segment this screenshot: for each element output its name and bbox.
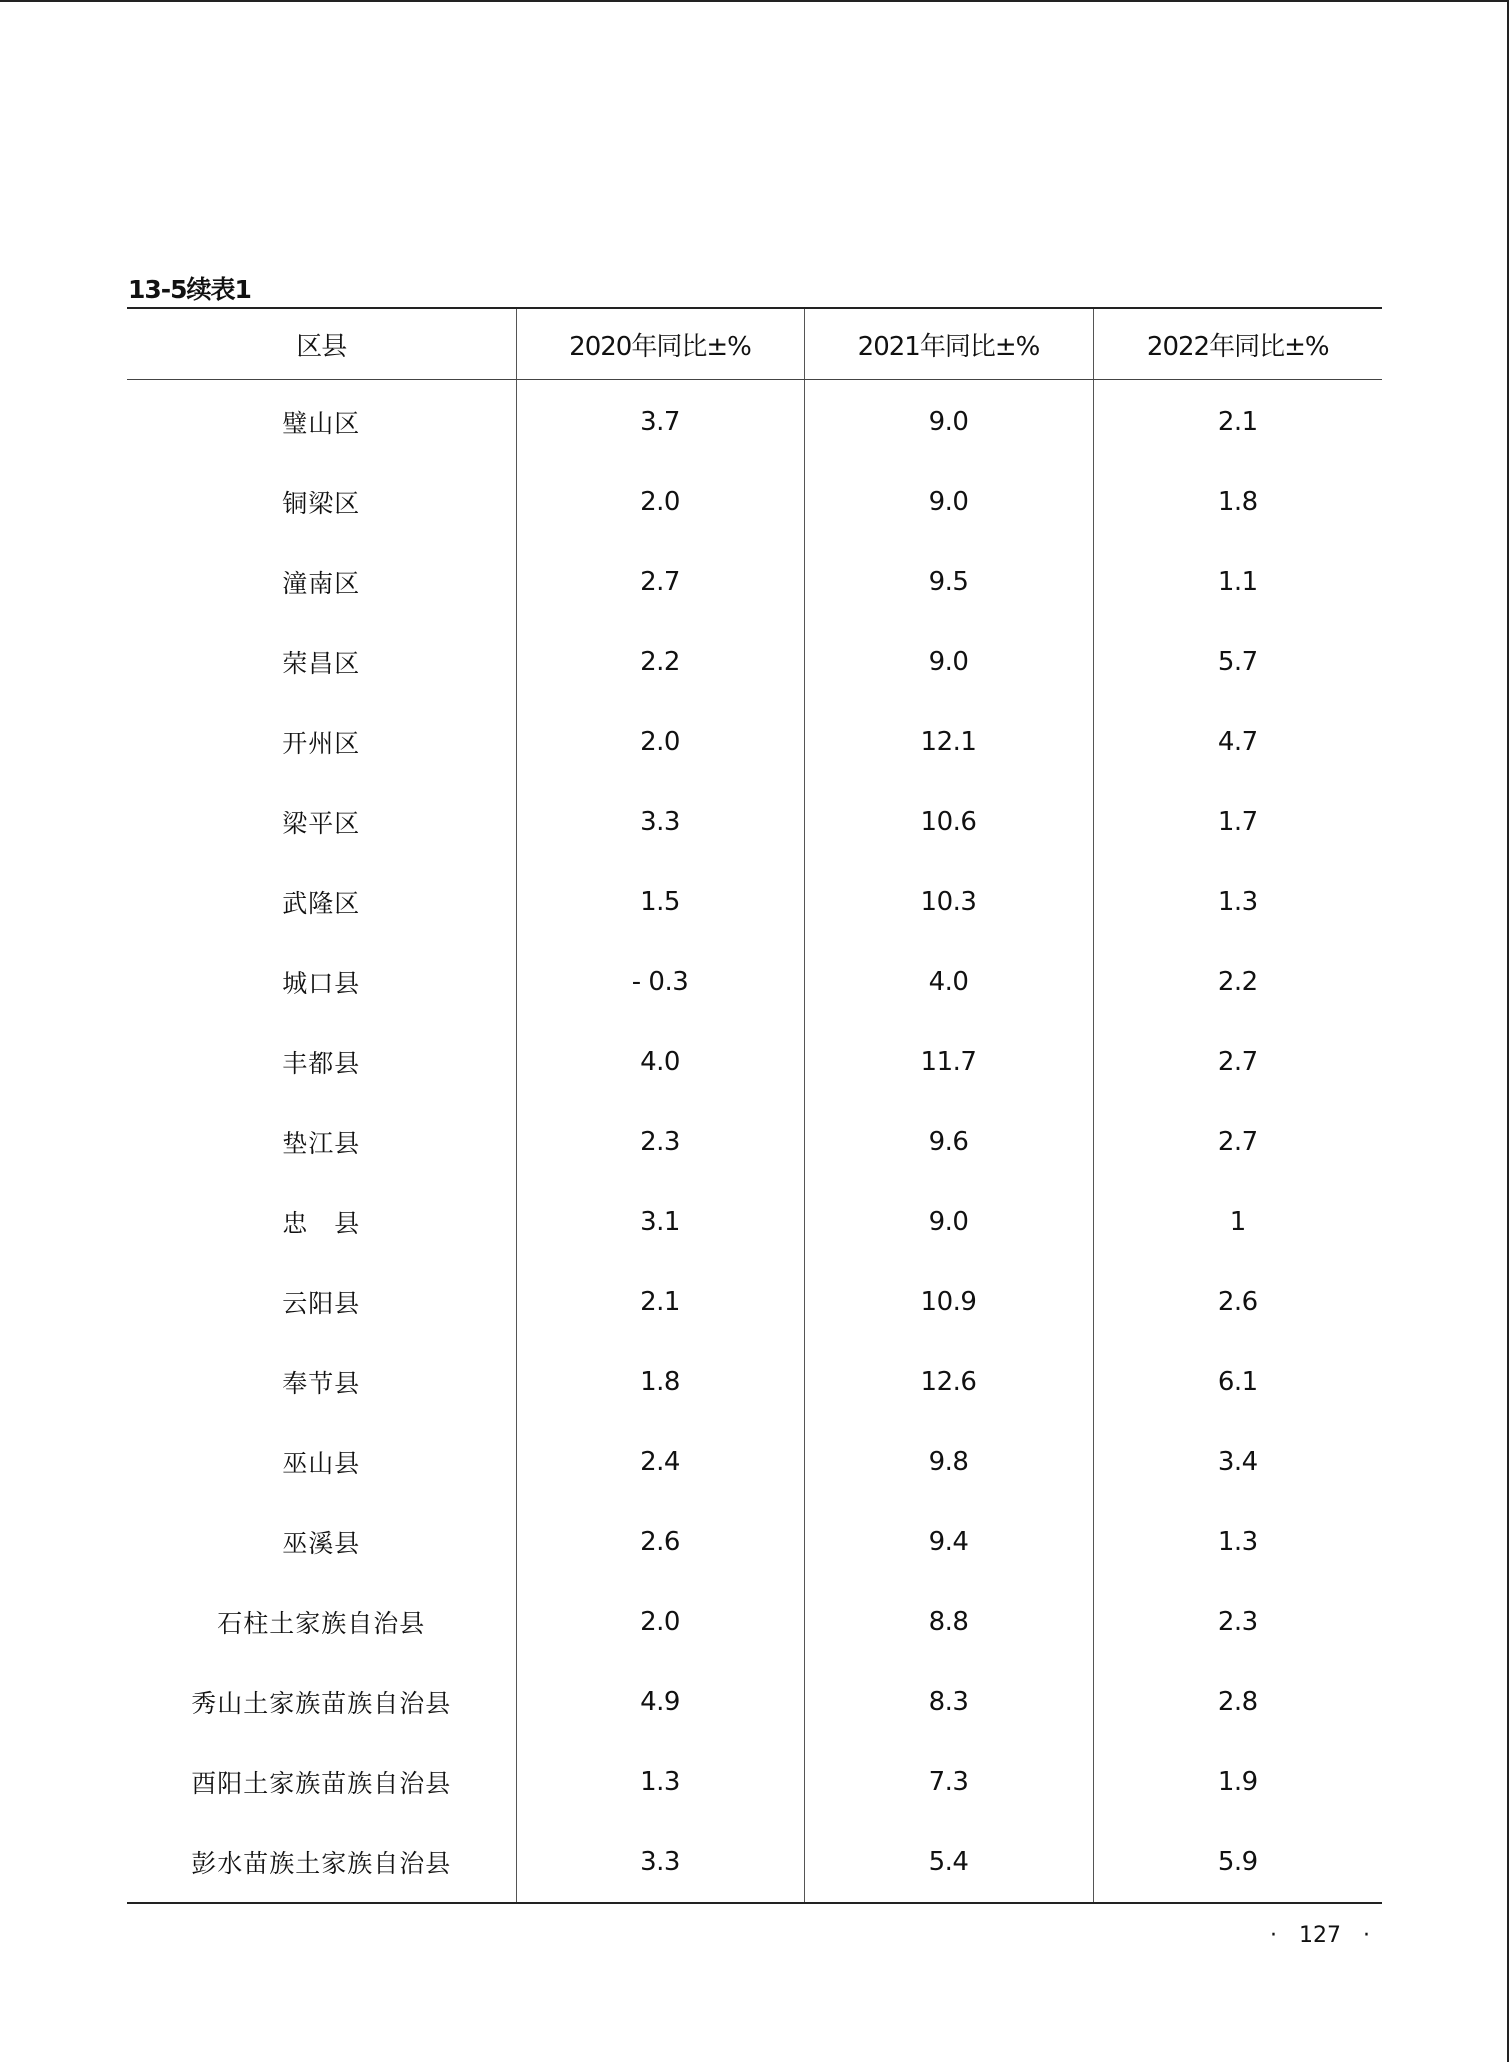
value-2021: 4.0 [804, 942, 1093, 1022]
value-2021: 5.4 [804, 1822, 1093, 1903]
table-row [127, 702, 1382, 782]
district-name: 云阳县 [282, 1289, 361, 1318]
value-2022: 2.1 [1093, 380, 1382, 463]
value-2021: 9.8 [804, 1422, 1093, 1502]
value-2021: 9.4 [804, 1502, 1093, 1582]
table-row [127, 1582, 1382, 1662]
district-name: 潼南区 [282, 569, 361, 598]
column-header-2020: 2020年同比±% [516, 308, 804, 380]
value-2022: 6.1 [1093, 1342, 1382, 1422]
district-name: 奉节县 [282, 1369, 361, 1398]
value-2021: 11.7 [804, 1022, 1093, 1102]
district-name: 荣昌区 [282, 649, 361, 678]
value-2020: 3.1 [516, 1182, 804, 1262]
value-2022: 2.7 [1093, 1102, 1382, 1182]
value-2020: 2.2 [516, 622, 804, 702]
table-body [127, 380, 1382, 1904]
table-row [127, 1822, 1382, 1903]
value-2022: 1.7 [1093, 782, 1382, 862]
page-number: · 127 · [1270, 1923, 1370, 1948]
district-name: 巫溪县 [282, 1529, 361, 1558]
table-header-row [127, 308, 1382, 380]
value-2022: 3.4 [1093, 1422, 1382, 1502]
value-2022: 5.7 [1093, 622, 1382, 702]
value-2022: 2.8 [1093, 1662, 1382, 1742]
table-row [127, 1022, 1382, 1102]
value-2021: 10.9 [804, 1262, 1093, 1342]
value-2020: 1.5 [516, 862, 804, 942]
column-header-2022: 2022年同比±% [1093, 308, 1382, 380]
value-2020: 2.3 [516, 1102, 804, 1182]
value-2020: 1.3 [516, 1742, 804, 1822]
value-2020: 4.0 [516, 1022, 804, 1102]
value-2020: 4.9 [516, 1662, 804, 1742]
value-2020: 2.1 [516, 1262, 804, 1342]
data-table [127, 307, 1382, 1904]
table-title: 13-5续表1 [128, 275, 251, 304]
district-name: 铜梁区 [282, 489, 361, 518]
value-2021: 10.3 [804, 862, 1093, 942]
table-row [127, 862, 1382, 942]
value-2020: 2.0 [516, 462, 804, 542]
page-border-top [0, 0, 1509, 2]
district-name: 开州区 [282, 729, 361, 758]
value-2020: 3.7 [516, 380, 804, 463]
district-name: 巫山县 [282, 1449, 361, 1478]
district-name: 武隆区 [282, 889, 361, 918]
value-2021: 12.1 [804, 702, 1093, 782]
district-name: 城口县 [282, 969, 361, 998]
table-row [127, 380, 1382, 463]
table-row [127, 1502, 1382, 1582]
value-2021: 12.6 [804, 1342, 1093, 1422]
value-2021: 9.0 [804, 380, 1093, 463]
value-2022: 1.1 [1093, 542, 1382, 622]
table-row [127, 1182, 1382, 1262]
district-name: 梁平区 [282, 809, 361, 838]
value-2022: 2.7 [1093, 1022, 1382, 1102]
value-2021: 9.0 [804, 622, 1093, 702]
value-2022: 4.7 [1093, 702, 1382, 782]
district-name: 丰都县 [282, 1049, 361, 1078]
value-2020: 2.7 [516, 542, 804, 622]
value-2020: 3.3 [516, 782, 804, 862]
value-2020: 2.6 [516, 1502, 804, 1582]
table-row [127, 542, 1382, 622]
table-row [127, 1662, 1382, 1742]
district-name: 垫江县 [282, 1129, 361, 1158]
value-2020: 1.8 [516, 1342, 804, 1422]
value-2022: 1.8 [1093, 462, 1382, 542]
district-name: 秀山土家族苗族自治县 [191, 1689, 452, 1718]
value-2022: 2.6 [1093, 1262, 1382, 1342]
district-name: 酉阳土家族苗族自治县 [191, 1769, 452, 1798]
table-row [127, 622, 1382, 702]
column-header-2021: 2021年同比±% [804, 308, 1093, 380]
value-2022: 1.3 [1093, 862, 1382, 942]
value-2020: 2.0 [516, 702, 804, 782]
value-2021: 9.0 [804, 1182, 1093, 1262]
table-row [127, 942, 1382, 1022]
value-2021: 9.5 [804, 542, 1093, 622]
value-2021: 8.3 [804, 1662, 1093, 1742]
table-row [127, 782, 1382, 862]
table-row [127, 1422, 1382, 1502]
value-2021: 8.8 [804, 1582, 1093, 1662]
value-2020: 3.3 [516, 1822, 804, 1903]
table-row [127, 1742, 1382, 1822]
value-2021: 7.3 [804, 1742, 1093, 1822]
district-name: 彭水苗族土家族自治县 [191, 1849, 452, 1878]
value-2021: 10.6 [804, 782, 1093, 862]
district-name: 忠 县 [282, 1209, 361, 1238]
district-name: 璧山区 [282, 409, 361, 438]
table-row [127, 1342, 1382, 1422]
value-2022: 2.2 [1093, 942, 1382, 1022]
value-2022: 1.3 [1093, 1502, 1382, 1582]
value-2022: 1.9 [1093, 1742, 1382, 1822]
table-row [127, 462, 1382, 542]
value-2020: - 0.3 [516, 942, 804, 1022]
value-2020: 2.0 [516, 1582, 804, 1662]
value-2022: 5.9 [1093, 1822, 1382, 1903]
table-row [127, 1262, 1382, 1342]
value-2022: 2.3 [1093, 1582, 1382, 1662]
value-2021: 9.6 [804, 1102, 1093, 1182]
value-2022: 1 [1093, 1182, 1382, 1262]
district-name: 石柱土家族自治县 [217, 1609, 426, 1638]
column-header-district: 区县 [127, 308, 516, 380]
value-2021: 9.0 [804, 462, 1093, 542]
value-2020: 2.4 [516, 1422, 804, 1502]
table-row [127, 1102, 1382, 1182]
